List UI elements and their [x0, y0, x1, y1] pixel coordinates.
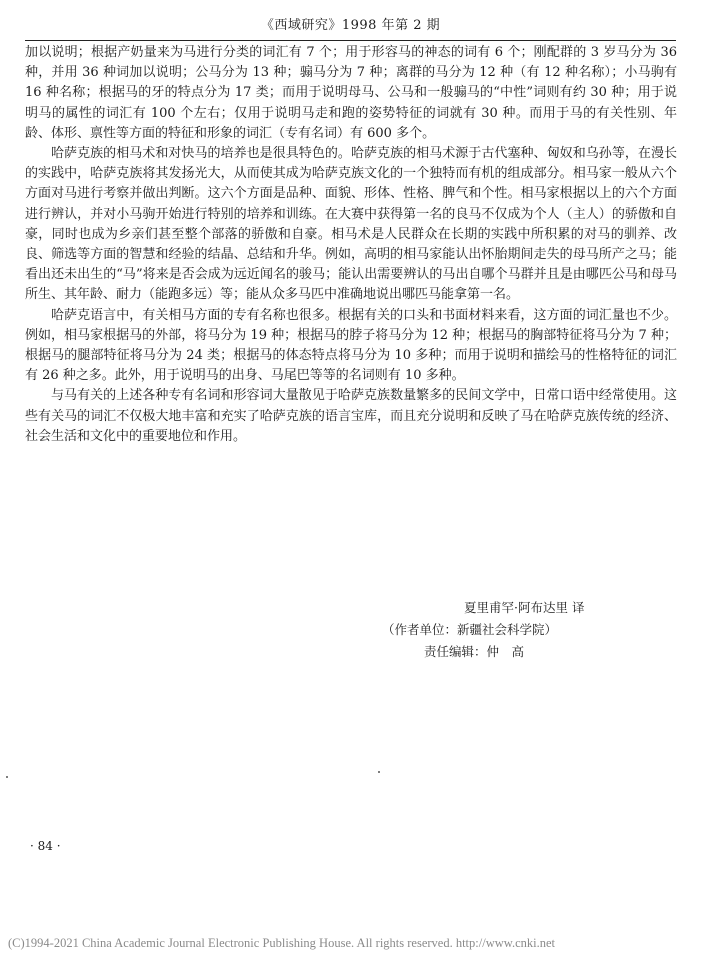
copyright-footer: (C)1994-2021 China Academic Journal Electronic Publishing House. All rights reserved. http://www.cnki.net — [8, 936, 556, 950]
scan-speck — [378, 771, 380, 773]
paragraph-1: 加以说明；根据产奶量来为马进行分类的词汇有 7 个；用于形容马的神态的词有 6 个；刚配群的 3 岁马分为 36 种，并用 36 种词加以说明；公马分为 13 种；骟马分为 7 种；离群的马分为 12 种（有 12 种名称）；小马驹有 16 种名称；根据马的牙的特点分为 17 类；而用于说明母马、公马和一般骟马的“中性”词则有约 30 种；用于说明马的属性的词汇有 100 个左右；仅用于说明马走和跑的姿势特征的词就有 30 种。而用于马的有关性别、年龄、体形、禀性等方面的特征和形象的词汇（专有名词）有 600 多个。 — [25, 45, 677, 141]
author-affiliation: （作者单位：新疆社会科学院） — [382, 622, 558, 637]
responsible-editor: 责任编辑：仲 高 — [424, 644, 525, 659]
translator-credit: 夏里甫罕·阿布达里 译 — [464, 600, 585, 615]
running-header: 《西域研究》1998 年第 2 期 — [260, 18, 441, 33]
header-rule — [25, 40, 676, 41]
paragraph-4: 与马有关的上述各种专有名词和形容词大量散见于哈萨克族数量繁多的民间文学中，日常口语中经常使用。这些有关马的词汇不仅极大地丰富和充实了哈萨克族的语言宝库，而且充分说明和反映了马在哈萨克族传统的经济、社会生活和文化中的重要地位和作用。 — [25, 388, 677, 444]
page-number: · 84 · — [30, 839, 61, 853]
paragraph-2: 哈萨克族的相马术和对快马的培养也是很具特色的。哈萨克族的相马术源于古代塞种、匈奴和乌孙等，在漫长的实践中，哈萨克族将其发扬光大，从而使其成为哈萨克族文化的一个独特而有机的组成部分。相马家一般从六个方面对马进行考察并做出判断。这六个方面是品种、面貌、形体、性格、脾气和个性。相马家根据以上的六个方面进行辨认，并对小马驹开始进行特别的培养和训练。在大赛中获得第一名的良马不仅成为个人（主人）的骄傲和自豪，同时也成为乡亲们甚至整个部落的骄傲和自豪。相马术是人民群众在长期的实践中所积累的对马的驯养、改良、筛选等方面的智慧和经验的结晶、总结和升华。例如，高明的相马家能认出怀胎期间走失的母马所产之马；能看出还未出生的“马”将来是否会成为远近闻名的骏马；能认出需要辨认的马出自哪个马群并且是由哪匹公马和母马所生、其年龄、耐力（能跑多远）等；能从众多马匹中准确地说出哪匹马能拿第一名。 — [25, 146, 677, 303]
article-body — [25, 43, 677, 447]
paragraph-3: 哈萨克语言中，有关相马方面的专有名称也很多。根据有关的口头和书面材料来看，这方面的词汇量也不少。例如，相马家根据马的外部，将马分为 19 种；根据马的脖子将马分为 12 种；根据马的胸部特征将马分为 7 种；根据马的腿部特征将马分为 24 类；根据马的体态特点将马分为 10 多种；而用于说明和描绘马的性格特征的词汇有 26 种之多。此外，用于说明马的出身、马尾巴等等的名词则有 10 多种。 — [25, 307, 677, 384]
scan-speck — [6, 776, 8, 778]
